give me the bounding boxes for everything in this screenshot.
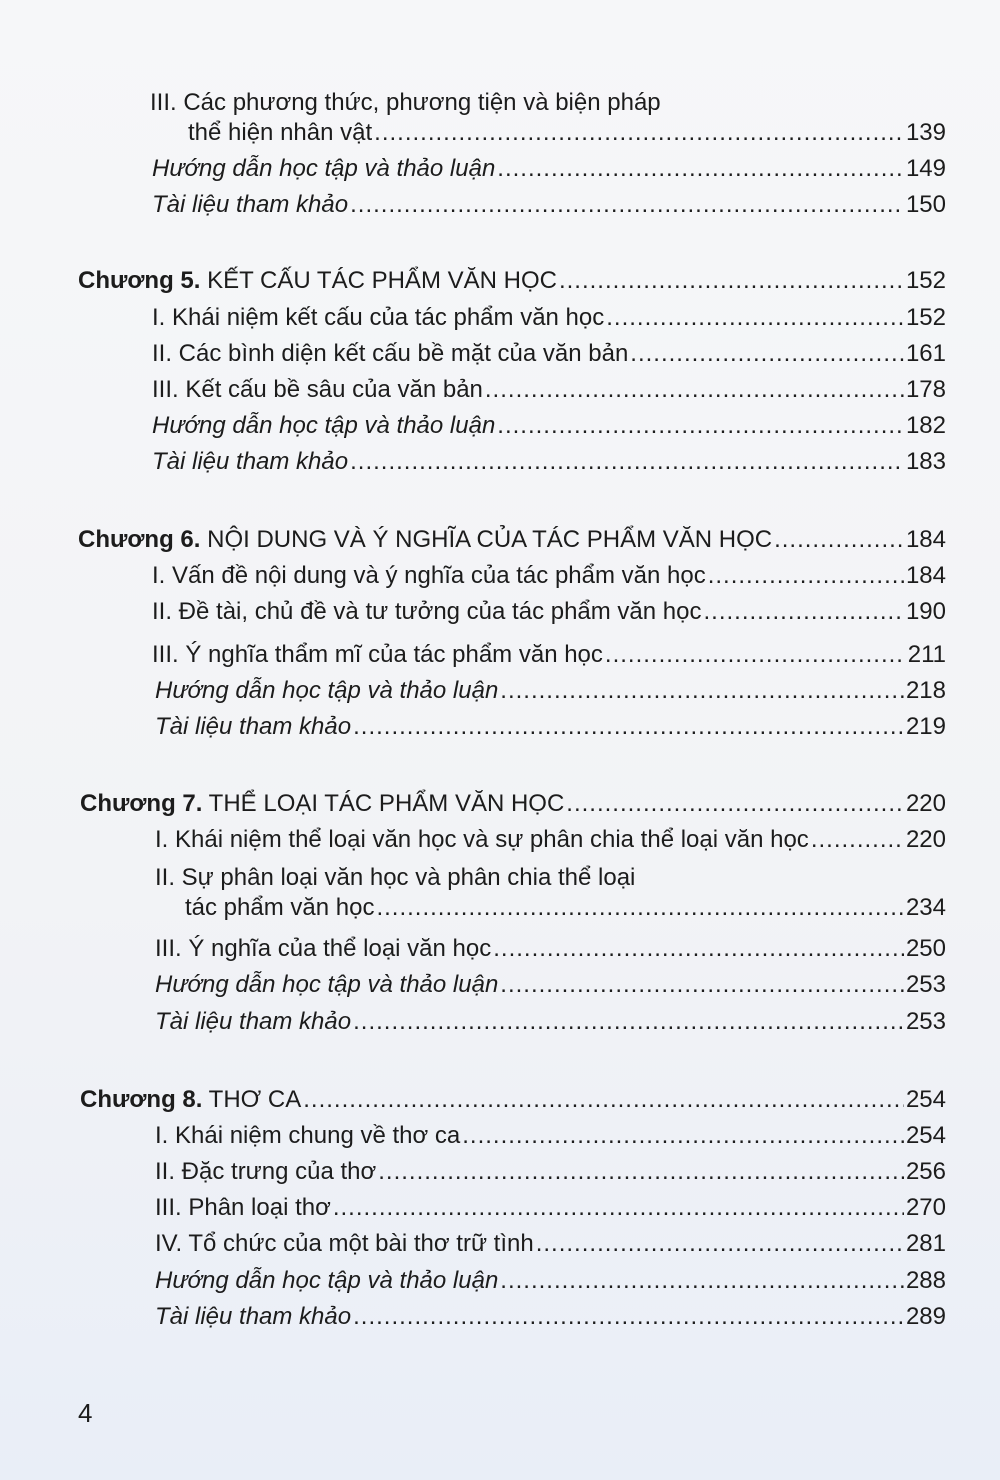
toc-entry	[155, 676, 946, 706]
dot-leader	[353, 1302, 904, 1332]
chapter-label: Chương 8.	[80, 1086, 203, 1113]
toc-entry	[155, 1121, 946, 1151]
dot-leader	[462, 1121, 904, 1151]
toc-entry	[155, 1229, 946, 1259]
toc-entry-text: III. Ý nghĩa thẩm mĩ của tác phẩm văn học	[152, 641, 603, 668]
toc-entry-text: I. Vấn đề nội dung và ý nghĩa của tác phẩm văn học	[152, 562, 706, 589]
toc-page-number: 161	[905, 340, 946, 367]
dot-leader	[353, 712, 904, 742]
toc-entry-text: II. Đặc trưng của thơ	[155, 1158, 377, 1185]
toc-chapter	[80, 789, 946, 819]
chapter-title: NỘI DUNG VÀ Ý NGHĨA CỦA TÁC PHẨM VĂN HỌC	[207, 526, 773, 553]
toc-entry	[152, 339, 946, 369]
toc-page-number: 184	[905, 562, 946, 589]
dot-leader	[500, 1266, 904, 1296]
toc-entry-text: Tài liệu tham khảo	[155, 1303, 352, 1330]
toc-entry-text: Hướng dẫn học tập và thảo luận	[152, 155, 496, 182]
toc-entry-text: Hướng dẫn học tập và thảo luận	[155, 1267, 499, 1294]
dot-leader	[303, 1085, 904, 1115]
toc-page-number: 220	[905, 826, 946, 853]
toc-entry	[152, 561, 946, 591]
dot-leader	[536, 1229, 904, 1259]
toc-entry-text: Tài liệu tham khảo	[155, 713, 352, 740]
chapter-title: KẾT CẤU TÁC PHẨM VĂN HỌC	[207, 267, 557, 294]
toc-page-number: 178	[905, 376, 946, 403]
toc-entry-text: II. Các bình diện kết cấu bề mặt của văn bản	[152, 340, 629, 367]
toc-entry-text: Hướng dẫn học tập và thảo luận	[155, 971, 499, 998]
toc-page-number: 152	[905, 267, 946, 294]
chapter-title: THƠ CA	[208, 1086, 302, 1113]
toc-entry-text: I. Khái niệm thể loại văn học và sự phân chia thể loại văn học	[155, 826, 809, 853]
toc-page-number: 219	[905, 713, 946, 740]
toc-entry	[188, 118, 946, 148]
toc-entry	[152, 303, 946, 333]
dot-leader	[630, 339, 904, 369]
toc-page-number: 183	[905, 448, 946, 475]
toc-page-number: 254	[905, 1086, 946, 1113]
dot-leader	[500, 676, 904, 706]
toc-entry-heading	[150, 88, 661, 118]
dot-leader	[566, 789, 904, 819]
page-number: 4	[78, 1398, 93, 1428]
toc-page-number: 270	[905, 1194, 946, 1221]
toc-entry	[152, 411, 946, 441]
toc-entry	[155, 970, 946, 1000]
dot-leader	[497, 411, 904, 441]
toc-entry-text: thể hiện nhân vật	[188, 119, 373, 146]
toc-entry-text: Tài liệu tham khảo	[152, 191, 349, 218]
toc-entry	[152, 375, 946, 405]
dot-leader	[485, 375, 904, 405]
dot-leader	[350, 190, 904, 220]
chapter-label: Chương 7.	[80, 790, 203, 817]
toc-entry	[155, 1266, 946, 1296]
toc-entry-text: II. Sự phân loại văn học và phân chia thể loại	[155, 864, 636, 891]
toc-entry	[155, 825, 946, 855]
toc-page-number: 149	[905, 155, 946, 182]
dot-leader	[708, 561, 904, 591]
toc-entry-text: I. Khái niệm chung về thơ ca	[155, 1122, 461, 1149]
dot-leader	[704, 597, 904, 627]
dot-leader	[350, 447, 904, 477]
toc-entry	[155, 934, 946, 964]
toc-chapter	[78, 266, 946, 296]
dot-leader	[606, 303, 904, 333]
toc-entry-text: III. Kết cấu bề sâu của văn bản	[152, 376, 483, 403]
toc-entry	[155, 1007, 946, 1037]
toc-page-number: 281	[905, 1230, 946, 1257]
toc-page-number: 234	[905, 894, 946, 921]
toc-entry	[152, 597, 946, 627]
toc-entry-text: III. Các phương thức, phương tiện và biện pháp	[150, 89, 661, 116]
toc-entry-text: III. Phân loại thơ	[155, 1194, 331, 1221]
toc-entry-text: III. Ý nghĩa của thể loại văn học	[155, 935, 492, 962]
dot-leader	[353, 1007, 904, 1037]
toc-entry	[152, 190, 946, 220]
dot-leader	[374, 118, 904, 148]
dot-leader	[559, 266, 904, 296]
toc-entry-text: II. Đề tài, chủ đề và tư tưởng của tác phẩm văn học	[152, 598, 702, 625]
dot-leader	[333, 1193, 904, 1223]
toc-entry	[155, 1193, 946, 1223]
toc-entry	[155, 1157, 946, 1187]
toc-entry-text: IV. Tổ chức của một bài thơ trữ tình	[155, 1230, 534, 1257]
dot-leader	[497, 154, 904, 184]
toc-page-number: 289	[905, 1303, 946, 1330]
toc-entry-heading	[155, 863, 635, 893]
toc-entry-text: I. Khái niệm kết cấu của tác phẩm văn học	[152, 304, 605, 331]
toc-entry	[185, 893, 946, 923]
toc-entry-text: Tài liệu tham khảo	[155, 1008, 352, 1035]
toc-page-number: 220	[905, 790, 946, 817]
chapter-label: Chương 6.	[78, 526, 201, 553]
toc-page-number: 211	[907, 641, 946, 668]
toc-entry	[155, 712, 946, 742]
toc-page-number: 139	[905, 119, 946, 146]
dot-leader	[774, 525, 904, 555]
toc-page-number: 253	[905, 971, 946, 998]
dot-leader	[605, 640, 906, 670]
dot-leader	[378, 1157, 904, 1187]
dot-leader	[500, 970, 904, 1000]
dot-leader	[376, 893, 904, 923]
toc-page-number: 288	[905, 1267, 946, 1294]
toc-page-number: 152	[905, 304, 946, 331]
chapter-title: THỂ LOẠI TÁC PHẨM VĂN HỌC	[208, 790, 565, 817]
dot-leader	[493, 934, 904, 964]
toc-chapter	[80, 1085, 946, 1115]
chapter-label: Chương 5.	[78, 267, 201, 294]
toc-entry-text: Hướng dẫn học tập và thảo luận	[152, 412, 496, 439]
toc-chapter	[78, 525, 946, 555]
toc-page-number: 250	[905, 935, 946, 962]
toc-page-number: 256	[905, 1158, 946, 1185]
toc-page-number: 184	[905, 526, 946, 553]
toc-entry	[152, 640, 946, 670]
toc-page-number: 182	[905, 412, 946, 439]
toc-page-number: 190	[905, 598, 946, 625]
toc-page-number: 253	[905, 1008, 946, 1035]
toc-entry-text: Tài liệu tham khảo	[152, 448, 349, 475]
toc-entry	[152, 447, 946, 477]
toc-page-number: 218	[905, 677, 946, 704]
toc-page-number: 150	[905, 191, 946, 218]
toc-entry	[155, 1302, 946, 1332]
toc-entry-text: tác phẩm văn học	[185, 894, 375, 921]
toc-entry-text: Hướng dẫn học tập và thảo luận	[155, 677, 499, 704]
toc-page-number: 254	[905, 1122, 946, 1149]
dot-leader	[811, 825, 904, 855]
toc-entry	[152, 154, 946, 184]
